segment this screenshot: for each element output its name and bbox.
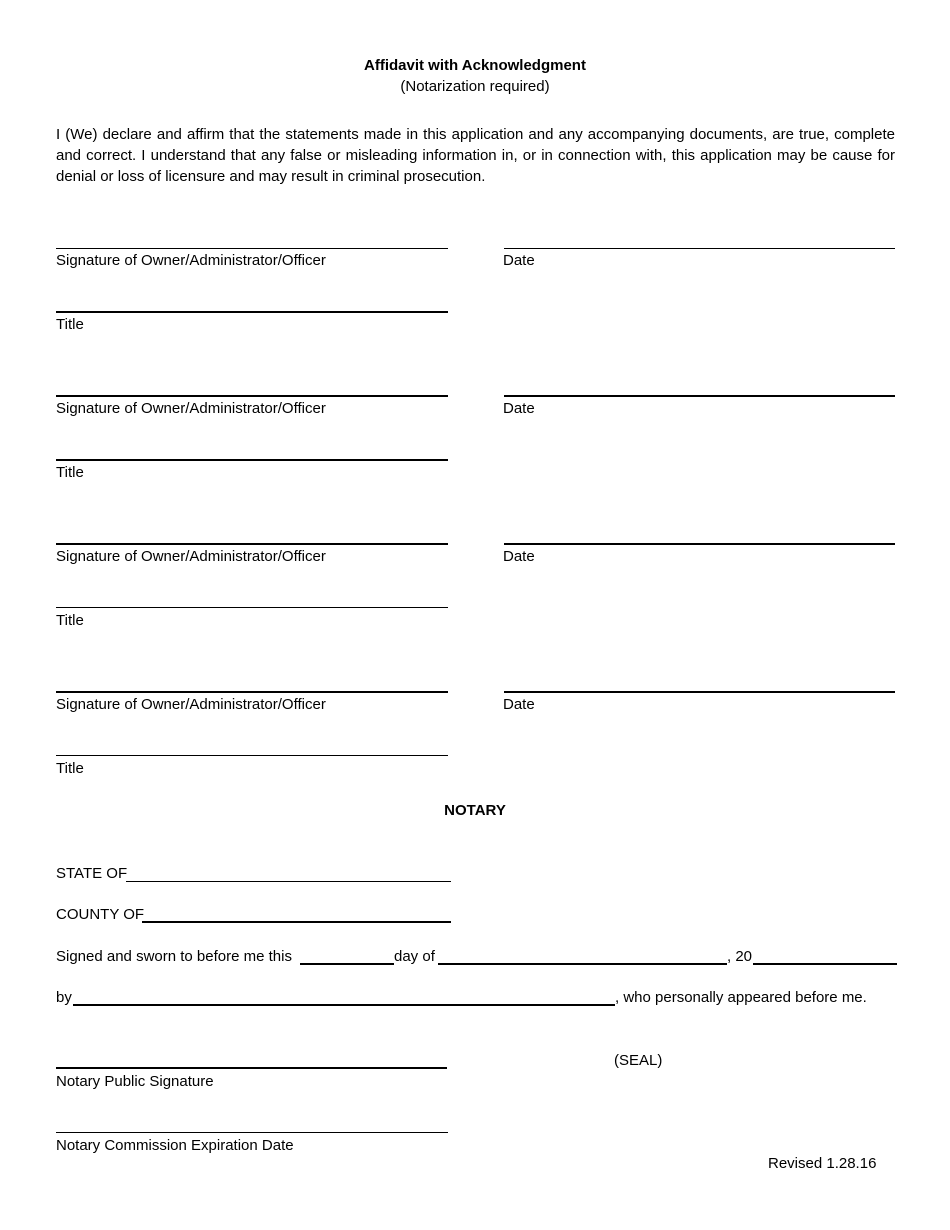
title-line[interactable]	[56, 459, 448, 461]
county-label: COUNTY OF	[56, 906, 145, 923]
date-line[interactable]	[504, 543, 895, 545]
sworn-day-line[interactable]	[300, 963, 394, 965]
signature-label: Signature of Owner/Administrator/Officer	[56, 696, 326, 713]
signature-label: Signature of Owner/Administrator/Officer	[56, 252, 326, 269]
county-line[interactable]	[142, 921, 451, 923]
sworn-day-of: day of	[394, 948, 435, 965]
declaration-text: I (We) declare and affirm that the statements made in this application and any accompanying documents, are true, complete and correct. I understand that any false or misleading information in, or in connection with, this application may be cause for denial or loss of licensure and may result in criminal prosecution.	[56, 126, 895, 185]
signature-line[interactable]	[56, 248, 448, 249]
date-label: Date	[503, 252, 535, 269]
title-line[interactable]	[56, 755, 448, 756]
date-line[interactable]	[504, 395, 895, 397]
revised-date: Revised 1.28.16	[768, 1155, 877, 1172]
date-line[interactable]	[504, 691, 895, 693]
sworn-prefix: Signed and sworn to before me this	[56, 948, 292, 965]
signature-line[interactable]	[56, 543, 448, 545]
signature-label: Signature of Owner/Administrator/Officer	[56, 548, 326, 565]
title-label: Title	[56, 316, 84, 333]
sworn-year-line[interactable]	[753, 963, 897, 965]
notary-signature-line[interactable]	[56, 1067, 447, 1069]
signature-label: Signature of Owner/Administrator/Officer	[56, 400, 326, 417]
form-subtitle: (Notarization required)	[400, 78, 550, 95]
by-suffix: , who personally appeared before me.	[615, 989, 867, 1006]
signature-line[interactable]	[56, 395, 448, 397]
date-label: Date	[503, 548, 535, 565]
by-label: by	[56, 989, 72, 1006]
date-line[interactable]	[504, 248, 895, 249]
title-label: Title	[56, 464, 84, 481]
form-title: Affidavit with Acknowledgment	[364, 57, 586, 74]
expiration-label: Notary Commission Expiration Date	[56, 1137, 294, 1154]
by-line[interactable]	[73, 1004, 615, 1006]
signature-line[interactable]	[56, 691, 448, 693]
notary-signature-label: Notary Public Signature	[56, 1073, 214, 1090]
state-label: STATE OF	[56, 865, 128, 882]
notary-heading: NOTARY	[444, 802, 506, 819]
expiration-line[interactable]	[56, 1132, 448, 1133]
title-label: Title	[56, 760, 84, 777]
date-label: Date	[503, 696, 535, 713]
seal-label: (SEAL)	[614, 1052, 663, 1069]
date-label: Date	[503, 400, 535, 417]
sworn-month-line[interactable]	[438, 963, 727, 965]
title-line[interactable]	[56, 311, 448, 313]
title-label: Title	[56, 612, 84, 629]
sworn-year-prefix: , 20	[727, 948, 753, 965]
state-line[interactable]	[126, 881, 451, 882]
title-line[interactable]	[56, 607, 448, 608]
